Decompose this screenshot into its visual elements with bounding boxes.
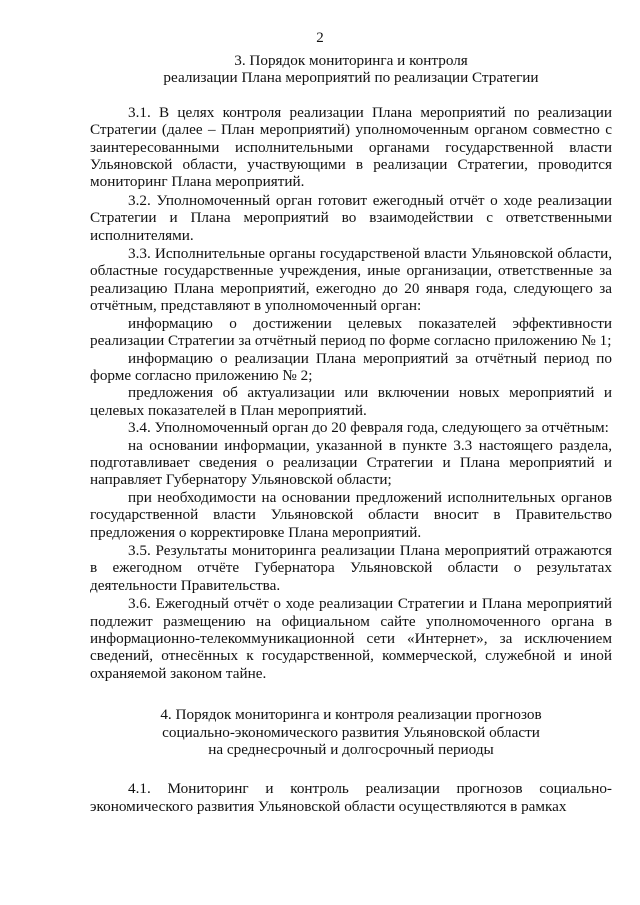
section-3-heading <box>90 52 612 87</box>
section-4-heading-line-3: на среднесрочный и долгосрочный периоды <box>208 741 494 759</box>
paragraph-3-1: 3.1. В целях контроля реализации Плана мероприятий по реализации Стратегии (далее – План мероприятий) уполномоченным органом совместно с заинтересованными исполнительными органами государственной власти Ульяновской области, участвующими в реализации Стратегии, проводится мониторинг Плана мероприятий. <box>90 103 612 191</box>
section-3-heading-line-1: 3. Порядок мониторинга и контроля <box>234 52 468 69</box>
paragraph-3-3-item-3: предложения об актуализации или включении новых мероприятий и целевых показателей в План мероприятий. <box>90 384 612 419</box>
paragraph-3-3-item-1: информацию о достижении целевых показателей эффективности реализации Стратегии за отчётный период по форме согласно приложению № 1; <box>90 314 612 350</box>
paragraph-3-3-item-2: информацию о реализации Плана мероприятий за отчётный период по форме согласно приложению № 2; <box>90 349 612 384</box>
paragraph-4-1: 4.1. Мониторинг и контроль реализации прогнозов социально-экономического развития Ульяновской области осуществляются в рамках <box>90 780 612 815</box>
section-4-heading-line-2: социально-экономического развития Ульяновской области <box>162 723 540 741</box>
paragraph-3-4-item-1: на основании информации, указанной в пункте 3.3 настоящего раздела, подготавливает сведения о реализации Стратегии и Плана мероприятий и направляет Губернатору Ульяновской области; <box>90 436 612 489</box>
section-4-heading <box>90 706 612 758</box>
paragraph-3-4: 3.4. Уполномоченный орган до 20 февраля года, следующего за отчётным: <box>128 419 609 437</box>
page-number: 2 <box>316 30 324 46</box>
paragraph-3-2: 3.2. Уполномоченный орган готовит ежегодный отчёт о ходе реализации Стратегии и Плана мероприятий во взаимодействии с ответственными исполнителями. <box>90 191 612 244</box>
paragraph-3-3: 3.3. Исполнительные органы государственой власти Ульяновской области, областные государственные учреждения, иные организации, ответственные за реализацию Плана мероприятий, ежегодно до 20 января года, следующего за отчётным, представляют в уполномоченный орган: <box>90 245 612 315</box>
paragraph-3-5: 3.5. Результаты мониторинга реализации Плана мероприятий отражаются в ежегодном отчёте Губернатора Ульяновской области о результатах деятельности Правительства. <box>90 541 612 594</box>
section-4-heading-line-1: 4. Порядок мониторинга и контроля реализации прогнозов <box>160 706 542 724</box>
paragraph-3-6: 3.6. Ежегодный отчёт о ходе реализации Стратегии и Плана мероприятий подлежит размещению на официальном сайте уполномоченного органа в информационно-телекоммуникационной сети «Интернет», за исключением сведений, отнесённых к государственной, коммерческой, служебной и иной охраняемой законом тайне. <box>90 595 612 682</box>
section-3-heading-line-2: реализации Плана мероприятий по реализации Стратегии <box>163 69 539 87</box>
document-body <box>90 52 612 815</box>
paragraph-3-4-item-2: при необходимости на основании предложений исполнительных органов государственной власти Ульяновской области вносит в Правительство предложения о корректировке Плана мероприятий. <box>90 488 612 541</box>
